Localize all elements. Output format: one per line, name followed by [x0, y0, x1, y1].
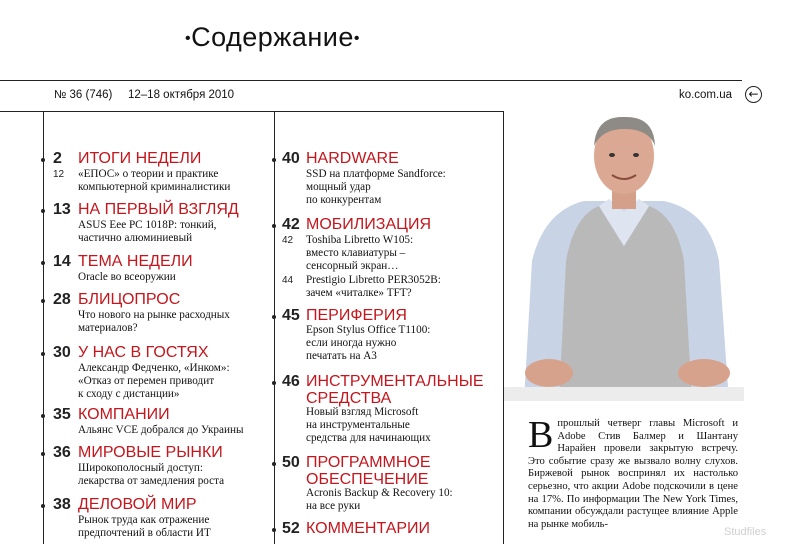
bullet — [41, 452, 45, 456]
toc-item-description: SSD на платформе Sandforce: мощный удар по конкурентам — [306, 168, 446, 206]
toc-section-title[interactable]: ПЕРИФЕРИЯ — [306, 307, 407, 324]
toc-page-number: 40 — [282, 150, 300, 167]
toc-section-title[interactable]: ИНСТРУМЕНТАЛЬНЫЕ СРЕДСТВА — [306, 373, 484, 407]
bullet — [272, 528, 276, 532]
toc-page-number: 38 — [53, 496, 71, 513]
bullet — [41, 158, 45, 162]
bullet — [272, 315, 276, 319]
toc-sub-page-number: 12 — [53, 169, 65, 180]
toc-page-number: 50 — [282, 454, 300, 471]
toc-section-title[interactable]: ПРОГРАММНОЕ ОБЕСПЕЧЕНИЕ — [306, 454, 431, 488]
toc-page-number: 52 — [282, 520, 300, 537]
toc-section-title[interactable]: МИРОВЫЕ РЫНКИ — [78, 444, 223, 461]
watermark: Studfiles — [724, 526, 767, 538]
toc-item-description: Что нового на рынке расходных материалов? — [78, 309, 230, 334]
toc-section-title[interactable]: ДЕЛОВОЙ МИР — [78, 496, 197, 513]
toc-section-title[interactable]: МОБИЛИЗАЦИЯ — [306, 216, 431, 233]
toc-section-title[interactable]: ИТОГИ НЕДЕЛИ — [78, 150, 202, 167]
issue-number: № 36 (746) — [54, 89, 113, 101]
article-text: прошлый четверг главы Microsoft и Adobe Стив Балмер и Шантану Нарайен провели закрытую встречу. Это событие сразу же вызвало волну слухов. Биржевой рынок воспринял их настолько серьезно, что акции Adobe подскочили в цене на 17%. По информации The New York Times, компании обсуждали растущее влияние Apple на рынке мобиль- — [528, 418, 738, 530]
toc-section-title[interactable]: БЛИЦОПРОС — [78, 291, 181, 308]
toc-page-number: 46 — [282, 373, 300, 390]
toc-item-description: Александр Федченко, «Инком»: «Отказ от перемен приводит к сходу с дистанции» — [78, 362, 230, 400]
bullet — [272, 381, 276, 385]
toc-item-description: Toshiba Libretto W105: вместо клавиатуры – сенсорный экран… — [306, 234, 414, 272]
toc-item-description: Рынок труда как отражение предпочтений в области ИТ — [78, 514, 211, 539]
toc-page-number: 13 — [53, 201, 71, 218]
column-divider-middle — [274, 111, 275, 544]
toc-page-number: 35 — [53, 406, 71, 423]
bullet — [272, 462, 276, 466]
toc-sub-page-number: 42 — [282, 235, 294, 246]
bullet — [41, 261, 45, 265]
toc-sub-page-number: 44 — [282, 275, 294, 286]
column-divider-left — [43, 111, 44, 544]
bullet — [41, 299, 45, 303]
bullet — [41, 414, 45, 418]
toc-section-title[interactable]: HARDWARE — [306, 150, 399, 167]
toc-item-description: ASUS Eee PC 1018P: тонкий, частично алюминиевый — [78, 219, 217, 244]
bullet — [41, 209, 45, 213]
toc-item-description: Альянс VCE добрался до Украины — [78, 424, 244, 436]
issue-info-bar — [0, 80, 742, 112]
toc-item-description: Acronis Backup & Recovery 10: на все руки — [306, 487, 453, 512]
toc-item-description: Новый взгляд Microsoft на инструментальные средства для начинающих — [306, 406, 431, 444]
intro-article — [528, 414, 738, 531]
portrait-photo — [504, 111, 744, 401]
arrow-left-circle-icon[interactable]: ← — [745, 86, 762, 103]
toc-page-number: 42 — [282, 216, 300, 233]
person-illustration — [504, 111, 744, 401]
toc-page-number: 2 — [53, 150, 62, 167]
toc-item-description: Oracle во всеоружии — [78, 271, 176, 283]
toc-page-number: 14 — [53, 253, 71, 270]
page-title: •Содержание• — [184, 22, 360, 52]
bullet — [41, 504, 45, 508]
bullet — [272, 158, 276, 162]
toc-page-number: 30 — [53, 344, 71, 361]
drop-cap: В — [528, 414, 554, 456]
bullet — [272, 224, 276, 228]
bullet — [41, 352, 45, 356]
site-url[interactable]: ko.com.ua — [678, 89, 732, 101]
issue-dates: 12–18 октября 2010 — [128, 89, 235, 101]
toc-item-description: Epson Stylus Office T1100: если иногда нужно печатать на А3 — [306, 324, 431, 362]
toc-page-number: 36 — [53, 444, 71, 461]
toc-item-description: Широкополосный доступ: лекарства от замедления роста — [78, 462, 225, 487]
toc-item-description: Prestigio Libretto PER3052B: зачем «читалке» TFT? — [306, 274, 441, 299]
toc-section-title[interactable]: КОММЕНТАРИИ — [306, 520, 431, 537]
toc-section-title[interactable]: КОМПАНИИ — [78, 406, 170, 423]
toc-page-number: 45 — [282, 307, 300, 324]
toc-item-description: «ЕПОС» о теории и практике компьютерной криминалистики — [78, 168, 231, 193]
toc-section-title[interactable]: У НАС В ГОСТЯХ — [78, 344, 209, 361]
toc-section-title[interactable]: НА ПЕРВЫЙ ВЗГЛЯД — [78, 201, 239, 218]
toc-page-number: 28 — [53, 291, 71, 308]
toc-section-title[interactable]: ТЕМА НЕДЕЛИ — [78, 253, 193, 270]
